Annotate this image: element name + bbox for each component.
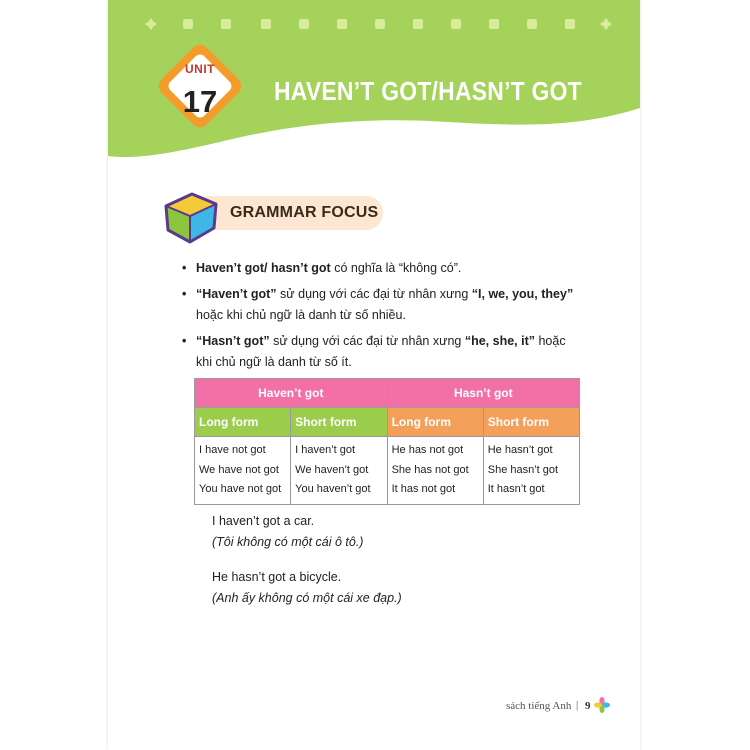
example-translation: (Tôi không có một cái ô tô.) (212, 535, 364, 549)
table-cell (195, 437, 291, 505)
decor-square (183, 19, 193, 29)
bullet-text: sử dụng với các đại từ nhân xưng (276, 287, 472, 301)
leaf-icon (600, 18, 612, 30)
table-cell (387, 437, 483, 505)
example-translation: (Anh ấy không có một cái xe đạp.) (212, 591, 402, 605)
table-group-header: Haven’t got (195, 379, 388, 408)
decor-square (299, 19, 309, 29)
decor-square (565, 19, 575, 29)
bullet-bold: Haven’t got/ hasn’t got (196, 261, 331, 275)
book-page (108, 0, 640, 750)
bullet-dot: • (182, 334, 187, 348)
bullet-item (182, 258, 582, 279)
bullet-item (182, 284, 582, 326)
example-sentence: He hasn’t got a bicycle. (212, 570, 342, 584)
table-cell (483, 437, 579, 505)
unit-label: UNIT (185, 62, 215, 76)
decor-square (489, 19, 499, 29)
decor-square (375, 19, 385, 29)
decor-square (451, 19, 461, 29)
table-cell-line: I have not got (199, 444, 266, 456)
section-title: GRAMMAR FOCUS (230, 204, 379, 221)
flower-logo-icon (594, 697, 610, 713)
bullet-dot: • (182, 287, 187, 301)
footer-book-title: sách tiếng Anh (506, 700, 572, 712)
unit-number: 17 (182, 84, 218, 119)
table-sub-header: Long form (387, 408, 483, 437)
table-sub-header: Short form (291, 408, 387, 437)
bullet-text-end: hoặc khi chủ ngữ là danh từ số nhiều. (196, 308, 406, 322)
bullet-list (182, 258, 582, 378)
page-number: 9 (585, 700, 591, 712)
bullet-text-end: hoặc khi chủ ngữ là danh từ số ít. (196, 334, 566, 369)
table-sub-header: Long form (195, 408, 291, 437)
table-cell-line: He hasn’t got (487, 444, 553, 456)
bullet-dot: • (182, 261, 187, 275)
table-cell-line: You have not got (199, 483, 282, 495)
bullet-bold-pronouns: “I, we, you, they” (471, 287, 574, 301)
decor-square (527, 19, 537, 29)
decor-square (221, 19, 231, 29)
decor-square (261, 19, 271, 29)
example-sentence: I haven’t got a car. (212, 514, 315, 528)
table-sub-header: Short form (483, 408, 579, 437)
leaf-icon (145, 18, 157, 30)
bullet-text: sử dụng với các đại từ nhân xưng (269, 334, 465, 348)
table-cell-line: She has not got (391, 463, 469, 476)
table-cell-line: She hasn’t got (487, 463, 559, 476)
decor-square (413, 19, 423, 29)
table-cell-line: We have not got (199, 463, 279, 476)
table-cell (291, 437, 387, 505)
bullet-bold-pronouns: “he, she, it” (464, 334, 535, 348)
page-title: HAVEN’T GOT/HASN’T GOT (274, 76, 582, 106)
decor-square (337, 19, 347, 29)
bullet-bold: “Haven’t got” (196, 287, 277, 301)
table-cell-line: It hasn’t got (487, 483, 545, 495)
table-cell-line: It has not got (391, 483, 456, 495)
bullet-bold: “Hasn’t got” (196, 334, 270, 348)
grammar-table (194, 378, 580, 505)
table-group-header: Hasn’t got (387, 379, 579, 408)
cube-icon (160, 188, 222, 244)
footer-separator: | (576, 699, 579, 711)
table-cell-line: I haven’t got (295, 444, 356, 456)
table-cell-line: We haven’t got (295, 463, 369, 476)
table-cell-line: He has not got (391, 444, 464, 456)
table-cell-line: You haven’t got (295, 483, 371, 495)
bullet-item (182, 331, 582, 373)
bullet-text: có nghĩa là “không có”. (330, 261, 462, 275)
